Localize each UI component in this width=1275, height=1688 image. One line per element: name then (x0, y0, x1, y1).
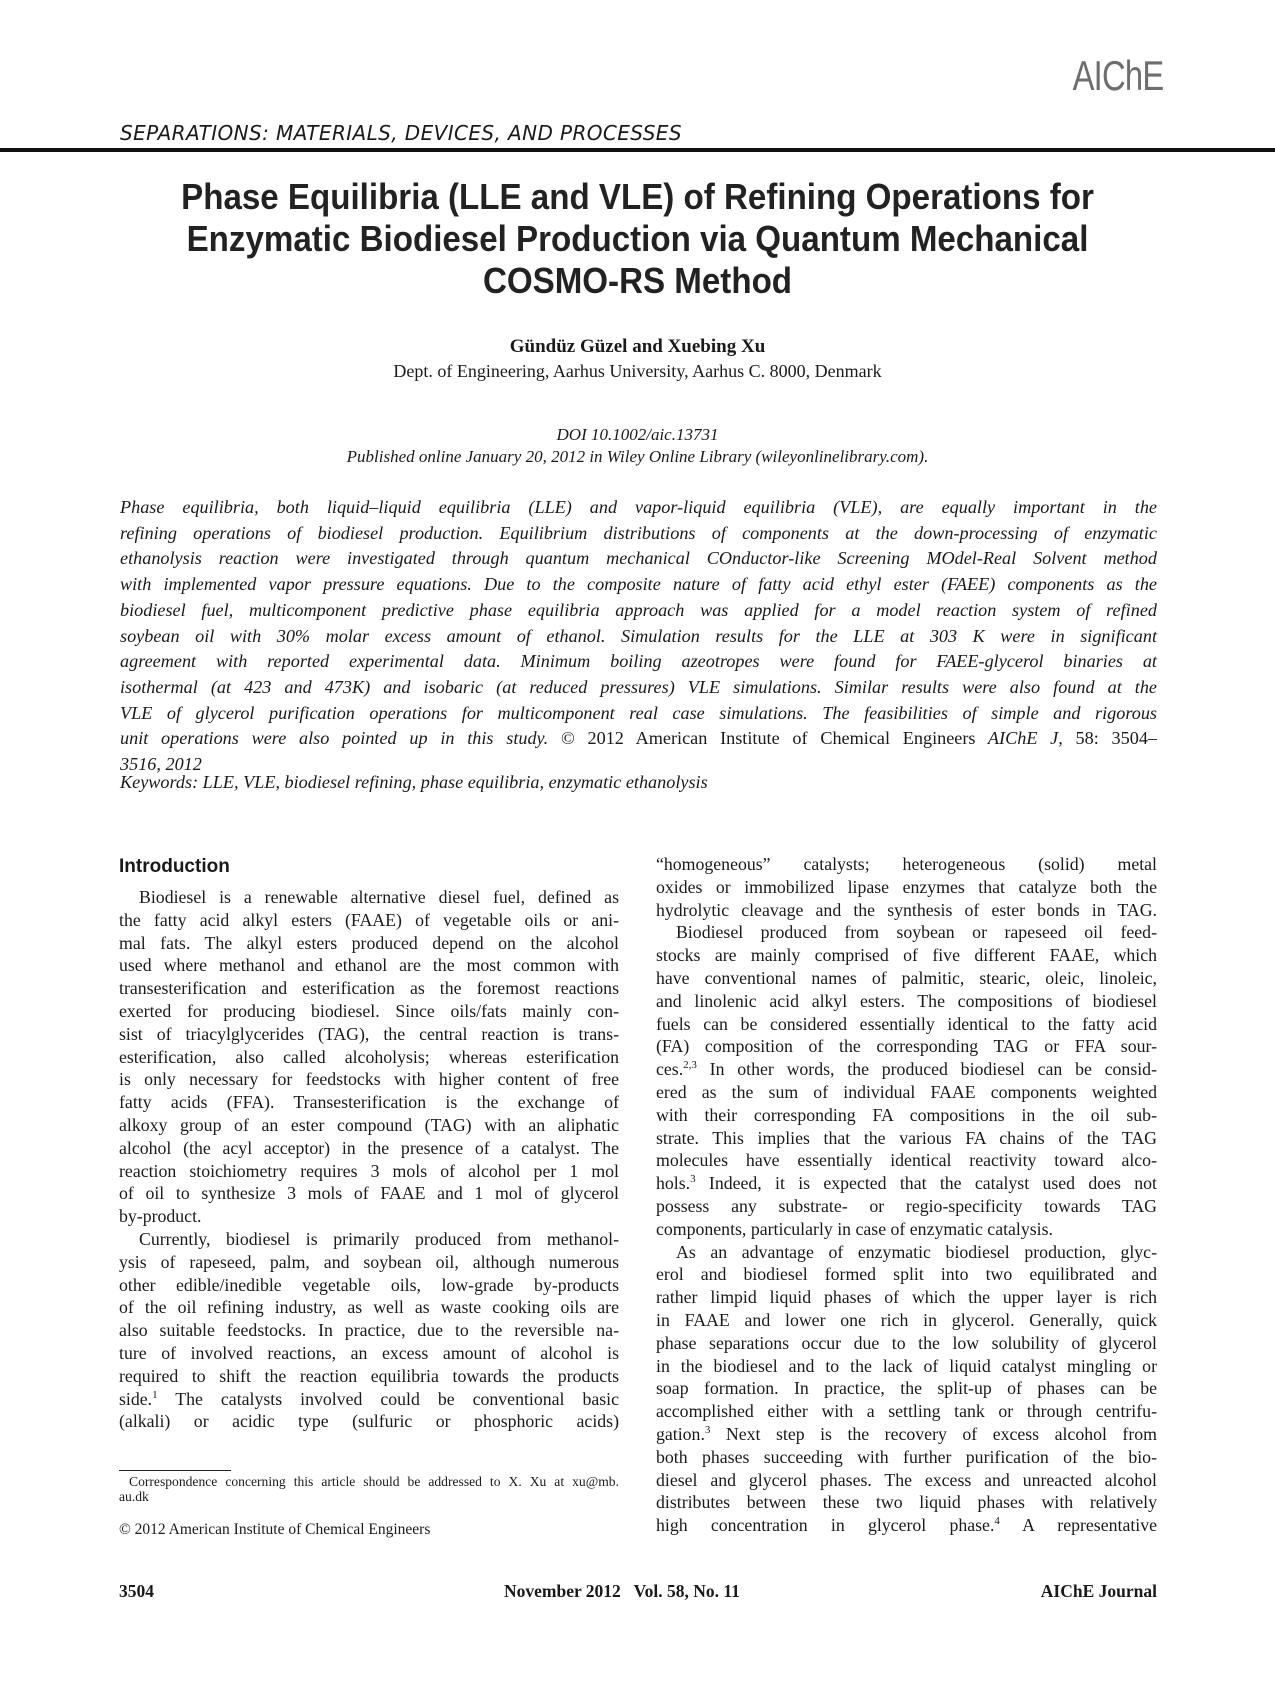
left-column (119, 886, 619, 1433)
body-line: hydrolytic cleavage and the synthesis of ester bonds in TAG. (656, 899, 1157, 920)
doi: DOI 10.1002/aic.13731 (556, 425, 719, 444)
body-line: sist of triacylglycerides (TAG), the central reaction is trans- (119, 1023, 619, 1044)
body-line: with their corresponding FA compositions in the oil sub- (656, 1104, 1157, 1125)
correspondence-footnote (119, 1474, 619, 1504)
abstract-line: with implemented vapor pressure equations. Due to the composite nature of fatty acid ethyl ester (FAEE) components as the (120, 574, 1157, 595)
body-line: alcohol (the acyl acceptor) in the presence of a catalyst. The (119, 1137, 619, 1158)
body-line: distributes between these two liquid phases with relatively (656, 1492, 1157, 1513)
title-line: Phase Equilibria (LLE and VLE) of Refining Operations for (181, 176, 1094, 217)
abstract-line: refining operations of biodiesel production. Equilibrium distributions of components at the down-processing of enzymatic (120, 522, 1157, 543)
body-line: by-product. (119, 1206, 202, 1227)
body-line: ered as the sum of individual FAAE components weighted (656, 1081, 1157, 1102)
abstract-line: isothermal (at 423 and 473K) and isobaric (at reduced pressures) VLE simulations. Similar results were also found at the (120, 676, 1157, 697)
body-line: oxides or immobilized lipase enzymes that catalyze both the (656, 876, 1157, 897)
body-line: used where methanol and ethanol are the most common with (119, 955, 619, 976)
abstract-line: VLE of glycerol purification operations for multicomponent real case simulations. The feasibilities of simple and rigorous (120, 702, 1157, 723)
body-line: Currently, biodiesel is primarily produced from methanol- (139, 1228, 619, 1249)
body-text: Next step is the recovery of excess alcohol from (710, 1423, 1157, 1444)
abstract-line: soybean oil with 30% molar excess amount of ethanol. Simulation results for the LLE at 303 K were in significant (120, 625, 1157, 646)
abstract-line (120, 726, 1157, 752)
body-line: fatty acids (FFA). Transesterification is the exchange of (119, 1092, 619, 1113)
abstract-text: unit operations were also pointed up in this study. (120, 728, 549, 749)
body-line: possess any substrate- or regio-specificity towards TAG (656, 1195, 1157, 1216)
citation-ref: 3 (704, 1424, 711, 1436)
body-text: Indeed, it is expected that the catalyst used does not (695, 1173, 1157, 1194)
body-line: accomplished either with a settling tank or through centrifu- (656, 1401, 1157, 1422)
body-line: fuels can be considered essentially identical to the fatty acid (656, 1013, 1157, 1034)
body-line: transesterification and esterification as the foremost reactions (119, 978, 619, 999)
body-text: ces. (656, 1059, 684, 1080)
title-line: COSMO-RS Method (482, 260, 793, 301)
header-rule (0, 148, 1275, 152)
footnote-rule (119, 1470, 231, 1471)
aiche-logo: AIChE (1072, 52, 1163, 99)
body-line: in the biodiesel and to the lack of liquid catalyst mingling or (656, 1355, 1157, 1376)
body-line: exerted for producing biodiesel. Since oils/fats mainly con- (119, 1000, 619, 1021)
body-line: Biodiesel produced from soybean or rapeseed oil feed- (676, 922, 1157, 943)
body-line: mal fats. The alkyl esters produced depend on the alcohol (119, 932, 619, 953)
citation-end: 3516, 2012 (120, 754, 202, 775)
footnote-line: Correspondence concerning this article should be addressed to X. Xu at xu@mb. (129, 1474, 619, 1489)
body-text: high concentration in glycerol phase. (656, 1515, 995, 1536)
issue-info: November 2012 Vol. 58, No. 11 (504, 1581, 740, 1601)
body-line: strate. This implies that the various FA chains of the TAG (656, 1127, 1157, 1148)
body-line: As an advantage of enzymatic biodiesel production, glyc- (676, 1241, 1157, 1262)
abstract-line: biodiesel fuel, multicomponent predictive phase equilibria approach was applied for a model reaction system of refined (120, 599, 1157, 620)
affiliation: Dept. of Engineering, Aarhus University, Aarhus C. 8000, Denmark (393, 361, 882, 381)
body-line (656, 1423, 1157, 1446)
body-line: Biodiesel is a renewable alternative diesel fuel, defined as (139, 887, 619, 907)
body-line: stocks are mainly comprised of five different FAAE, which (656, 945, 1157, 966)
body-line: required to shift the reaction equilibria towards the products (119, 1365, 619, 1386)
article-title (161, 176, 1113, 302)
body-text: side. (119, 1388, 153, 1409)
citation-ref: 3 (690, 1173, 696, 1186)
body-text: hols. (656, 1173, 691, 1194)
body-line: esterification, also called alcoholysis; whereas esterification (119, 1046, 619, 1067)
abstract-line: Phase equilibria, both liquid–liquid equilibria (LLE) and vapor-liquid equilibria (VLE), are equally important in the (120, 497, 1157, 517)
keywords: Keywords: LLE, VLE, biodiesel refining, phase equilibria, enzymatic ethanolysis (120, 772, 708, 792)
body-line: “homogeneous” catalysts; heterogeneous (solid) metal (656, 854, 1157, 874)
body-line: both phases succeeding with further purification of the bio- (656, 1446, 1157, 1467)
section-heading: SEPARATIONS: MATERIALS, DEVICES, AND PROCESSES (120, 121, 682, 145)
body-line: soap formation. In practice, the split-up of phases can be (656, 1378, 1157, 1399)
body-line: phase separations occur due to the low solubility of glycerol (656, 1332, 1157, 1353)
citation-ref: 4 (994, 1515, 1000, 1528)
body-line: rather limpid liquid phases of which the upper layer is rich (656, 1287, 1157, 1308)
body-line: of the oil refining industry, as well as waste cooking oils are (119, 1297, 619, 1318)
body-text: A representative (999, 1515, 1157, 1536)
body-line: the fatty acid alkyl esters (FAAE) of vegetable oils or ani- (119, 909, 619, 930)
body-line: erol and biodiesel formed split into two equilibrated and (656, 1264, 1157, 1285)
body-text: gation. (656, 1423, 705, 1444)
body-line: molecules have essentially identical reactivity toward alco- (656, 1150, 1157, 1171)
citation: 58: 3504– (1075, 728, 1158, 749)
publication-info: Published online January 20, 2012 in Wiley Online Library (wileyonlinelibrary.com). (346, 447, 929, 466)
body-line: and linolenic acid alkyl esters. The compositions of biodiesel (656, 990, 1157, 1011)
body-line: ture of involved reactions, an excess amount of alcohol is (119, 1342, 619, 1363)
citation-ref: 1 (152, 1388, 158, 1401)
abstract-line: agreement with reported experimental data. Minimum boiling azeotropes were found for FAEE-glycerol binaries at (120, 651, 1157, 672)
body-line (119, 1388, 619, 1411)
abstract-copyright: © 2012 American Institute of Chemical Engineers (560, 728, 976, 749)
body-line: also suitable feedstocks. In practice, due to the reversible na- (119, 1320, 619, 1341)
body-text: The catalysts involved could be conventional basic (157, 1388, 619, 1409)
body-line: diesel and glycerol phases. The excess and unreacted alcohol (656, 1469, 1157, 1490)
journal-name: AIChE Journal (1040, 1581, 1157, 1601)
title-line: Enzymatic Biodiesel Production via Quantum Mechanical (186, 218, 1089, 259)
body-line (656, 1514, 1157, 1537)
body-line: is only necessary for feedstocks with higher content of free (119, 1069, 619, 1090)
body-line: have conventional names of palmitic, stearic, oleic, linoleic, (656, 967, 1157, 988)
footnote-line: au.dk (119, 1489, 149, 1504)
body-line: of oil to synthesize 3 mols of FAAE and 1 mol of glycerol (119, 1183, 619, 1204)
citation-ref: 2,3 (683, 1059, 697, 1072)
right-column (656, 853, 1157, 1537)
abstract (120, 495, 1157, 778)
page-number: 3504 (119, 1581, 154, 1601)
body-text: In other words, the produced biodiesel can be consid- (696, 1059, 1157, 1080)
body-line: (alkali) or acidic type (sulfuric or phosphoric acids) (119, 1411, 619, 1432)
copyright-notice: © 2012 American Institute of Chemical Engineers (119, 1521, 431, 1538)
body-line: other edible/inedible vegetable oils, low-grade by-products (119, 1274, 619, 1295)
body-line: alkoxy group of an ester compound (TAG) with an aliphatic (119, 1114, 619, 1135)
authors: Gündüz Güzel and Xuebing Xu (509, 336, 766, 357)
body-line: ysis of rapeseed, palm, and soybean oil, although numerous (119, 1251, 619, 1272)
body-line: components, particularly in case of enzymatic catalysis. (656, 1218, 1053, 1239)
section-heading-introduction: Introduction (119, 856, 230, 877)
abstract-line: ethanolysis reaction were investigated through quantum mechanical COnductor-like Screening MOdel-Real Solvent method (120, 548, 1157, 569)
body-line: in FAAE and lower one rich in glycerol. Generally, quick (656, 1309, 1157, 1330)
body-line (656, 1058, 1157, 1081)
body-line: (FA) composition of the corresponding TAG or FFA sour- (656, 1036, 1157, 1057)
body-line (656, 1172, 1157, 1195)
journal-abbrev: AIChE J, (987, 728, 1063, 749)
body-line: reaction stoichiometry requires 3 mols of alcohol per 1 mol (119, 1160, 619, 1181)
